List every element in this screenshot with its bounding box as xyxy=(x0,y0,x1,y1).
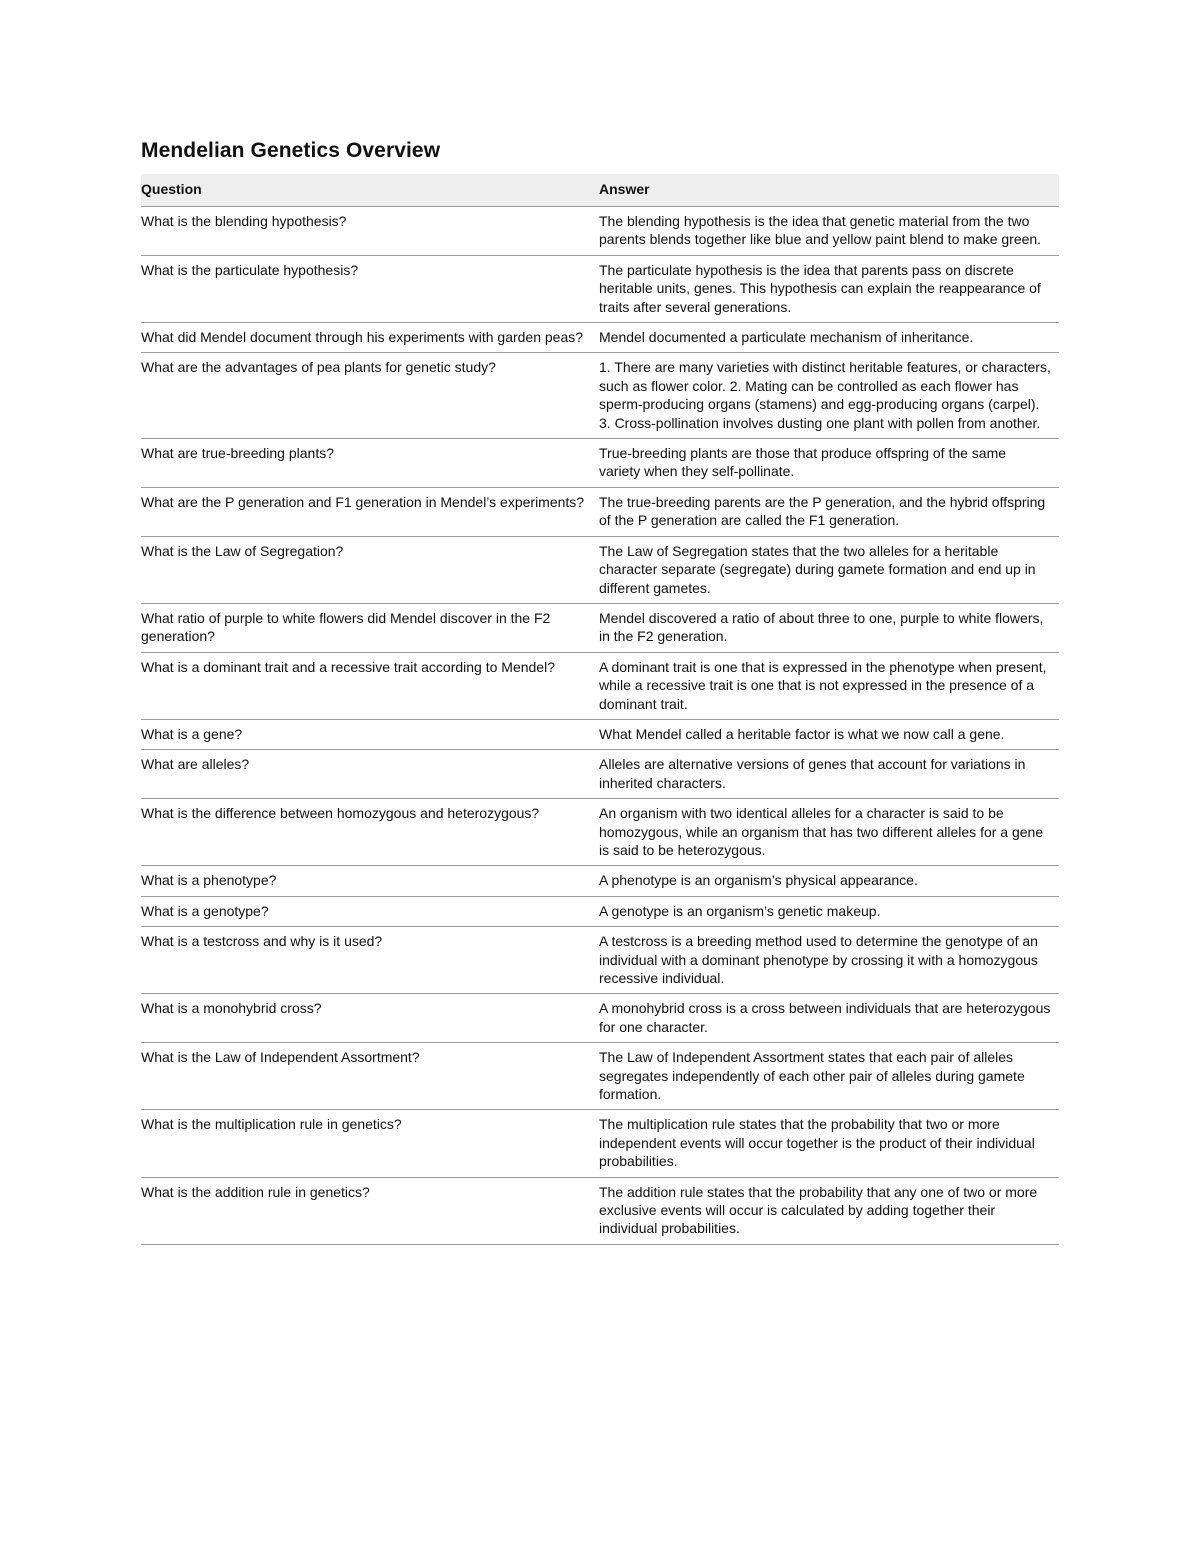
table-row xyxy=(141,603,1059,652)
header-row xyxy=(141,174,1059,207)
answer-cell: The particulate hypothesis is the idea that parents pass on discrete heritable units, genes. This hypothesis can explain the reappearance of traits after several generations. xyxy=(599,255,1059,322)
answer-cell: 1. There are many varieties with distinct heritable features, or characters, such as flower color. 2. Mating can be controlled as each flower has sperm-producing organs (stamens) and egg-producing organs (carpel). 3. Cross-pollination involves dusting one plant with pollen from another. xyxy=(599,353,1059,439)
table-row xyxy=(141,750,1059,799)
answer-cell: The multiplication rule states that the probability that two or more independent events will occur together is the product of their individual probabilities. xyxy=(599,1110,1059,1177)
table-row xyxy=(141,255,1059,322)
table-row xyxy=(141,1110,1059,1177)
answer-cell: A dominant trait is one that is expressed in the phenotype when present, while a recessive trait is one that is not expressed in the presence of a dominant trait. xyxy=(599,652,1059,719)
question-cell: What are the advantages of pea plants for genetic study? xyxy=(141,353,599,439)
table-row xyxy=(141,487,1059,536)
question-cell: What did Mendel document through his experiments with garden peas? xyxy=(141,323,599,353)
question-cell: What is the particulate hypothesis? xyxy=(141,255,599,322)
answer-cell: A testcross is a breeding method used to determine the genotype of an individual with a dominant phenotype by crossing it with a homozygous recessive individual. xyxy=(599,927,1059,994)
document-page xyxy=(141,138,1059,1245)
question-cell: What are the P generation and F1 generation in Mendel’s experiments? xyxy=(141,487,599,536)
answer-cell: The Law of Segregation states that the two alleles for a heritable character separate (segregate) during gamete formation and end up in different gametes. xyxy=(599,536,1059,603)
answer-cell: The Law of Independent Assortment states that each pair of alleles segregates independently of each other pair of alleles during gamete formation. xyxy=(599,1043,1059,1110)
table-row xyxy=(141,799,1059,866)
document-title: Mendelian Genetics Overview xyxy=(141,139,441,162)
table-row xyxy=(141,207,1059,256)
question-cell: What is the addition rule in genetics? xyxy=(141,1177,599,1244)
question-cell: What are alleles? xyxy=(141,750,599,799)
table-row xyxy=(141,927,1059,994)
table-row xyxy=(141,1177,1059,1244)
answer-cell: A genotype is an organism’s genetic makeup. xyxy=(599,896,1059,926)
table-row xyxy=(141,536,1059,603)
answer-cell: Alleles are alternative versions of genes that account for variations in inherited characters. xyxy=(599,750,1059,799)
table-row xyxy=(141,866,1059,896)
question-cell: What is the blending hypothesis? xyxy=(141,207,599,256)
question-cell: What ratio of purple to white flowers did Mendel discover in the F2 generation? xyxy=(141,603,599,652)
answer-cell: Mendel documented a particulate mechanism of inheritance. xyxy=(599,323,1059,353)
question-cell: What is a monohybrid cross? xyxy=(141,994,599,1043)
table-body xyxy=(141,207,1059,1245)
question-cell: What is a testcross and why is it used? xyxy=(141,927,599,994)
table-row xyxy=(141,323,1059,353)
table-row xyxy=(141,439,1059,488)
answer-cell: True-breeding plants are those that produce offspring of the same variety when they self-pollinate. xyxy=(599,439,1059,488)
table-row xyxy=(141,896,1059,926)
answer-cell: What Mendel called a heritable factor is what we now call a gene. xyxy=(599,719,1059,749)
question-cell: What is the multiplication rule in genetics? xyxy=(141,1110,599,1177)
answer-cell: A monohybrid cross is a cross between individuals that are heterozygous for one character. xyxy=(599,994,1059,1043)
table-row xyxy=(141,353,1059,439)
table-header xyxy=(141,174,1059,207)
question-cell: What are true-breeding plants? xyxy=(141,439,599,488)
question-cell: What is the Law of Segregation? xyxy=(141,536,599,603)
qa-table xyxy=(141,174,1059,1245)
column-header-answer: Answer xyxy=(599,174,1059,207)
question-cell: What is the Law of Independent Assortment? xyxy=(141,1043,599,1110)
question-cell: What is a phenotype? xyxy=(141,866,599,896)
answer-cell: A phenotype is an organism’s physical appearance. xyxy=(599,866,1059,896)
column-header-question: Question xyxy=(141,174,599,207)
answer-cell: The addition rule states that the probability that any one of two or more exclusive events will occur is calculated by adding together their individual probabilities. xyxy=(599,1177,1059,1244)
table-row xyxy=(141,994,1059,1043)
answer-cell: An organism with two identical alleles for a character is said to be homozygous, while an organism that has two different alleles for a gene is said to be heterozygous. xyxy=(599,799,1059,866)
question-cell: What is a genotype? xyxy=(141,896,599,926)
question-cell: What is a dominant trait and a recessive trait according to Mendel? xyxy=(141,652,599,719)
table-row xyxy=(141,1043,1059,1110)
answer-cell: The blending hypothesis is the idea that genetic material from the two parents blends together like blue and yellow paint blend to make green. xyxy=(599,207,1059,256)
answer-cell: Mendel discovered a ratio of about three to one, purple to white flowers, in the F2 generation. xyxy=(599,603,1059,652)
table-row xyxy=(141,719,1059,749)
question-cell: What is the difference between homozygous and heterozygous? xyxy=(141,799,599,866)
table-row xyxy=(141,652,1059,719)
answer-cell: The true-breeding parents are the P generation, and the hybrid offspring of the P generation are called the F1 generation. xyxy=(599,487,1059,536)
question-cell: What is a gene? xyxy=(141,719,599,749)
